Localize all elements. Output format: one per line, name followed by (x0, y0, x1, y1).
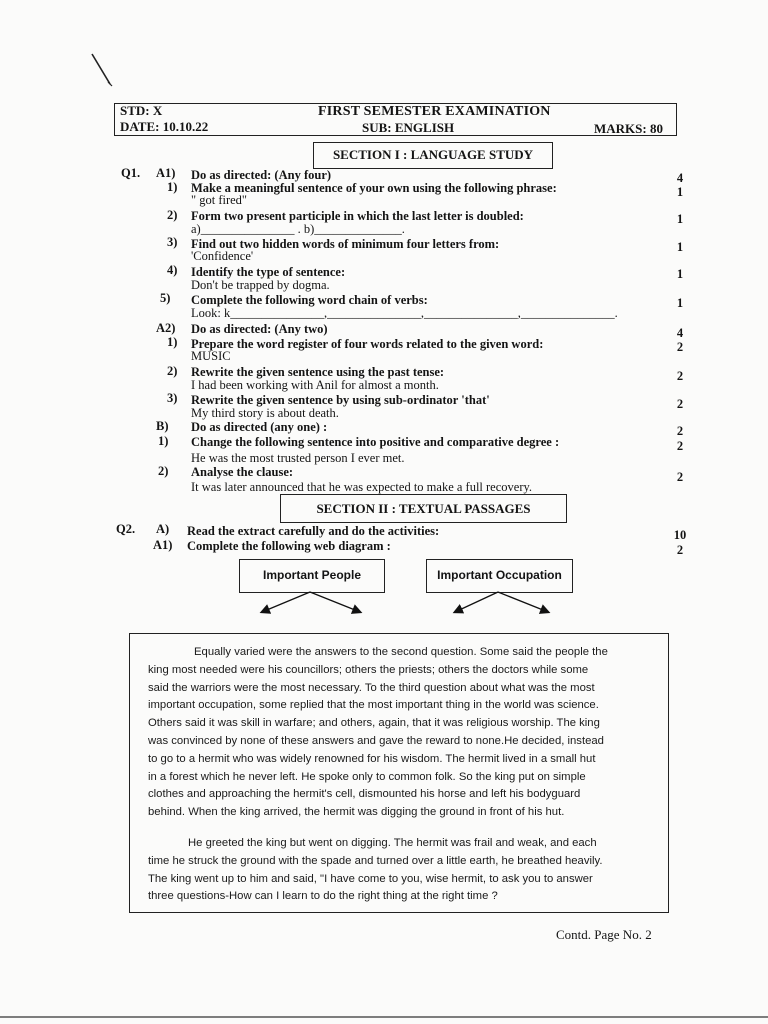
a2-item3-sub: My third story is about death. (191, 406, 339, 420)
a1-item1-sub: " got fired" (191, 193, 248, 207)
contd-page-note: Contd. Page No. 2 (556, 927, 652, 942)
a2-item3-question: Rewrite the given sentence by using sub-ordinator 'that' (191, 393, 490, 407)
b-heading: Do as directed (any one) : (191, 420, 328, 434)
a1-item4-question: Identify the type of sentence: (191, 265, 346, 279)
a2-item1-marks: 2 (676, 340, 684, 354)
a2-heading: Do as directed: (Any two) (191, 322, 328, 336)
b-item2-question: Analyse the clause: (191, 465, 294, 479)
a1-item5-num: 5) (160, 291, 171, 305)
b-item1-num: 1) (158, 434, 169, 448)
passage-line: Others said it was skill in warfare; and others, again, that it was religious worship. The king (148, 717, 600, 730)
web-arrows (250, 590, 570, 620)
passage-paragraph-2 (148, 835, 663, 906)
a1-item3-num: 3) (167, 235, 178, 249)
b-item2-num: 2) (158, 464, 169, 478)
a2-item1-question: Prepare the word register of four words related to the given word: (191, 337, 544, 351)
exam-title: FIRST SEMESTER EXAMINATION (318, 104, 551, 119)
arrow-people-left (262, 592, 310, 612)
a1-item5-marks: 1 (676, 296, 684, 310)
b-item2-marks: 2 (676, 470, 684, 484)
q2a1-label: A1) (153, 538, 173, 552)
b-item1-marks: 2 (676, 439, 684, 453)
marks-label: MARKS: 80 (594, 121, 663, 136)
passage-line: said the warriors were the most necessary. To the third question about what was the most (148, 681, 595, 694)
a1-item4-marks: 1 (676, 267, 684, 281)
a2-item2-question: Rewrite the given sentence using the past tense: (191, 365, 445, 379)
a2-item3-marks: 2 (676, 397, 684, 411)
q2a-text: Read the extract carefully and do the activities: (187, 524, 440, 538)
passage-line: in a forest which he never left. He spoke only to common folk. So the king put on simple (148, 770, 586, 783)
a1-item2-question: Form two present participle in which the last letter is doubled: (191, 209, 524, 223)
arrow-occupation-left (455, 592, 498, 612)
section2-title: SECTION II : TEXTUAL PASSAGES (280, 494, 567, 523)
a2-item2-marks: 2 (676, 369, 684, 383)
passage-paragraph-1 (148, 644, 663, 822)
a1-item4-sub: Don't be trapped by dogma. (191, 278, 330, 292)
b-marks: 2 (676, 424, 684, 438)
web-box-important-occupation: Important Occupation (426, 559, 573, 593)
passage-line: three questions-How can I learn to do the right thing at the right time ? (148, 890, 498, 903)
a2-item1-sub: MUSIC (191, 349, 231, 363)
passage-line: king most needed were his councillors; others the priests; others the doctors while some (148, 663, 589, 676)
a2-marks: 4 (676, 326, 684, 340)
q2a1-text: Complete the following web diagram : (187, 539, 391, 553)
q2a-label: A) (156, 522, 170, 536)
page-bottom-edge (0, 1016, 768, 1018)
a1-item4-num: 4) (167, 263, 178, 277)
a1-heading: Do as directed: (Any four) (191, 168, 332, 182)
passage-line: to go to a hermit who was widely renowned for his wisdom. The hermit lived in a small hut (148, 752, 596, 765)
a2-label: A2) (156, 321, 176, 335)
pen-mark (88, 50, 118, 90)
a1-item3-marks: 1 (676, 240, 684, 254)
subject-label: SUB: ENGLISH (362, 120, 455, 135)
q2-label: Q2. (116, 522, 136, 536)
a1-item3-question: Find out two hidden words of minimum four letters from: (191, 237, 500, 251)
a1-item2-num: 2) (167, 208, 178, 222)
section1-title: SECTION I : LANGUAGE STUDY (313, 142, 553, 169)
a2-item2-sub: I had been working with Anil for almost a month. (191, 378, 439, 392)
a1-item5-sub: Look: k_______________,_______________,_______________,_______________. (191, 306, 618, 320)
b-item2-sub: It was later announced that he was expected to make a full recovery. (191, 480, 533, 494)
a1-item1-num: 1) (167, 180, 178, 194)
passage-line: clothes and approaching the hermit's cell, dismounted his horse and left his bodyguard (148, 788, 581, 801)
passage-line: Equally varied were the answers to the second question. Some said the people the (194, 646, 608, 658)
arrow-people-right (310, 592, 360, 612)
b-item1-question: Change the following sentence into positive and comparative degree : (191, 435, 560, 449)
b-item1-sub: He was the most trusted person I ever met. (191, 451, 405, 465)
date-label: DATE: 10.10.22 (120, 119, 209, 134)
web-box-important-people: Important People (239, 559, 385, 593)
a2-item3-num: 3) (167, 391, 178, 405)
passage-line: important occupation, some replied that the most important thing in the world was science. (148, 699, 599, 712)
std-label: STD: X (120, 103, 163, 118)
a1-item3-sub: 'Confidence' (191, 249, 254, 263)
a1-item1-marks: 1 (676, 185, 684, 199)
passage-line: The king went up to him and said, "I have come to you, wise hermit, to ask you to answer (148, 872, 593, 885)
a2-item1-num: 1) (167, 335, 178, 349)
passage-line: He greeted the king but went on digging. The hermit was frail and weak, and each (188, 837, 597, 849)
b-label: B) (156, 419, 169, 433)
passage-line: was convinced by none of these answers and gave the reward to none.He decided, instead (148, 734, 604, 747)
q2a-marks: 10 (673, 528, 687, 542)
passage-line: behind. When the king arrived, the hermit was digging the ground in front of his hut. (148, 806, 565, 819)
a1-item2-sub: a)_______________ . b)______________. (191, 222, 405, 236)
a1-item5-question: Complete the following word chain of verbs: (191, 293, 428, 307)
passage-line: time he struck the ground with the spade and turned over a little earth, he breathed heavily. (148, 854, 603, 867)
a1-label: A1) (156, 166, 176, 180)
a1-marks: 4 (676, 171, 684, 185)
q1-label: Q1. (121, 166, 141, 180)
a2-item2-num: 2) (167, 364, 178, 378)
a1-item2-marks: 1 (676, 212, 684, 226)
arrow-occupation-right (498, 592, 548, 612)
q2a1-marks: 2 (676, 543, 684, 557)
a1-item1-question: Make a meaningful sentence of your own using the following phrase: (191, 181, 557, 195)
